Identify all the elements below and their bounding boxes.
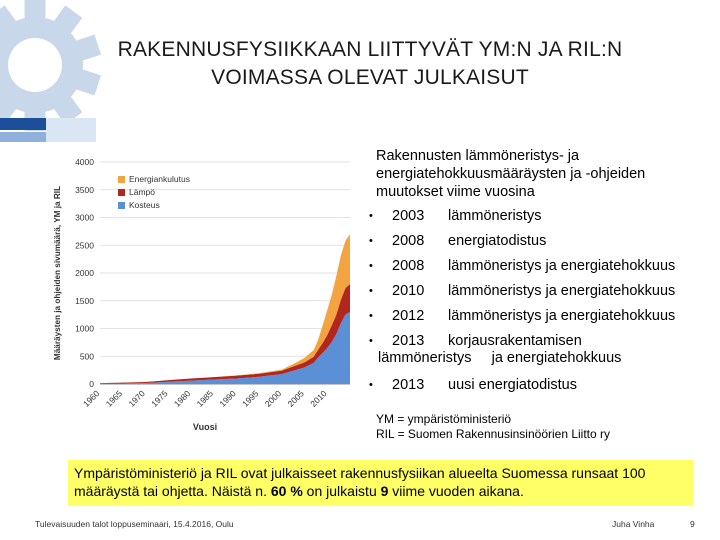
x-tick-label: 1960 bbox=[80, 388, 102, 409]
list-item: • 2003 lämmöneristys bbox=[369, 208, 542, 224]
y-tick-label: 1500 bbox=[75, 295, 94, 306]
x-tick-label: 1965 bbox=[103, 388, 125, 409]
years-value: 9 bbox=[380, 483, 389, 499]
x-tick-label: 1985 bbox=[194, 388, 216, 409]
x-tick-label: 2000 bbox=[262, 388, 284, 409]
list-item: • 2010 lämmöneristys ja energiatehokkuus bbox=[369, 283, 676, 299]
x-tick-label: 1970 bbox=[126, 388, 147, 409]
list-item: • 2008 lämmöneristys ja energiatehokkuus bbox=[369, 258, 676, 274]
list-item: • 2013 korjausrakentamisen lämmöneristys ja energiatehokkuus bbox=[369, 333, 622, 366]
y-tick-label: 0 bbox=[89, 379, 94, 389]
list-item: • 2013 uusi energiatodistus bbox=[369, 377, 577, 393]
x-tick-label: 1980 bbox=[171, 388, 193, 409]
y-tick-label: 3000 bbox=[75, 212, 94, 223]
stripe-pale bbox=[46, 118, 96, 142]
y-axis-label: Määräysten ja ohjeiden sivumäärä, YM ja RIL bbox=[53, 185, 62, 361]
y-tick-label: 2500 bbox=[75, 240, 94, 251]
abbreviation-notes bbox=[376, 412, 696, 442]
note-ym: YM = ympäristöministeriö bbox=[376, 412, 512, 426]
x-tick-label: 2005 bbox=[285, 388, 306, 409]
x-tick-label: 1990 bbox=[217, 388, 238, 409]
footer-event: Tulevaisuuden talot loppuseminaari, 15.4.2016, Oulu bbox=[35, 519, 234, 529]
x-axis-label: Vuosi bbox=[192, 422, 218, 432]
panel-title: Rakennusten lämmöneristys- ja energiatehokkuusmääräysten ja -ohjeiden muutokset viime vuosina bbox=[376, 148, 646, 200]
publication-chart bbox=[50, 150, 360, 440]
y-tick-label: 1000 bbox=[75, 323, 94, 334]
legend-label: Lämpö bbox=[129, 187, 155, 197]
legend-swatch bbox=[118, 176, 125, 183]
summary-highlight: Ympäristöministeriö ja RIL ovat julkaisseet rakennusfysiikan alueelta Suomessa runsaat 100 määräystä tai ohjetta. Näistä n. 60 % on julkaistu 9 viime vuoden aikana. bbox=[68, 460, 693, 506]
y-tick-label: 3500 bbox=[75, 184, 94, 195]
x-tick-label: 2010 bbox=[308, 388, 329, 409]
footer-author: Juha Vinha bbox=[612, 519, 655, 529]
list-item: • 2008 energiatodistus bbox=[369, 233, 547, 249]
note-ril: RIL = Suomen Rakennusinsinöörien Liitto ry bbox=[376, 427, 611, 441]
slide-title: RAKENNUSFYSIIKKAAN LIITTYVÄT YM:N JA RIL:N VOIMASSA OLEVAT JULKAISUT bbox=[117, 38, 623, 89]
x-tick-label: 1975 bbox=[149, 388, 170, 409]
y-tick-label: 500 bbox=[79, 351, 94, 362]
series-area-kosteus bbox=[100, 312, 350, 384]
legend-swatch bbox=[118, 189, 125, 196]
share-value: 60 % bbox=[270, 483, 303, 499]
list-item: • 2012 lämmöneristys ja energiatehokkuus bbox=[369, 308, 676, 324]
x-tick-label: 1995 bbox=[240, 388, 261, 409]
legend-label: Energiankulutus bbox=[129, 174, 190, 184]
stripe-light bbox=[0, 132, 46, 142]
stripe-dark bbox=[0, 118, 46, 130]
changes-list bbox=[364, 208, 709, 402]
legend-swatch bbox=[118, 202, 125, 209]
y-tick-label: 2000 bbox=[75, 268, 94, 278]
page-number: 9 bbox=[690, 519, 695, 529]
y-tick-label: 4000 bbox=[75, 157, 94, 167]
legend-label: Kosteus bbox=[129, 200, 160, 210]
